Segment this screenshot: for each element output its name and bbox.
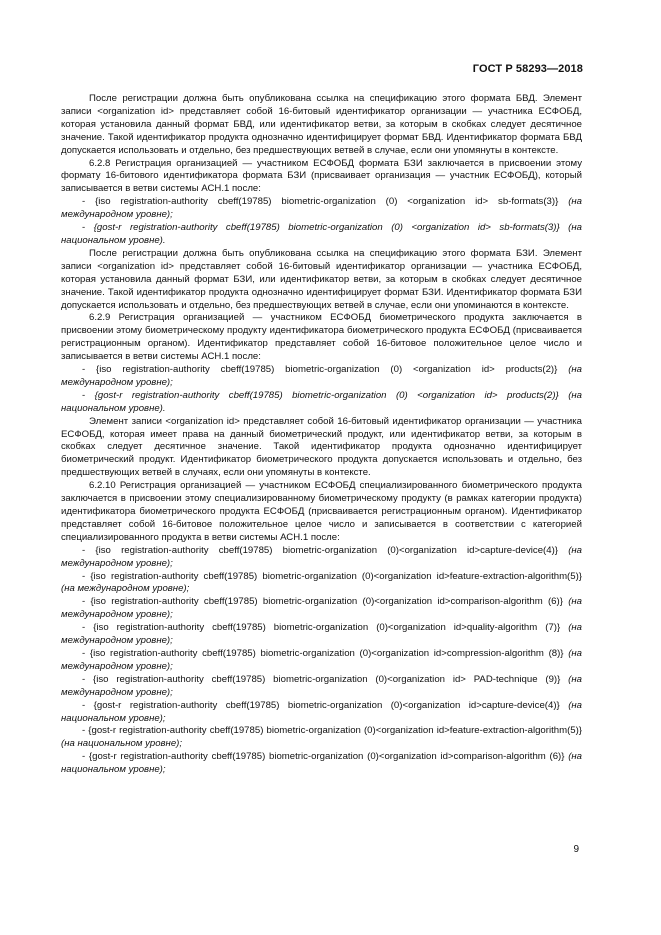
level-note: (на международном уровне);	[61, 544, 583, 569]
body-paragraph: 6.2.10 Регистрация организацией — участником ЕСФОБД специализированного биометрического продукта заключается в присвоении этому специализированному биометрическому продукту (в рамках категории продукта) идентификатора биометрического продукта ЕСФОБД (присваивается регистрационным органом). Идентификатор представляет собой 16-битовое положительное целое число и записывается в соответствии с категорией специализированного продукта в ветви системы АСН.1 после:	[61, 480, 582, 543]
oid-path: - {gost-r registration-authority cbeff(19785) biometric-organization (0)<organization id>feature-extraction-algorithm(5)}	[82, 725, 582, 737]
body-paragraph: После регистрации должна быть опубликована ссылка на спецификацию этого формата БЗИ. Элемент записи <organization id> представляет собой 16-битовый идентификатор организации — участника ЕСФОБД, которая установила данный формат БЗИ, или идентификатор ветви, за которым в скобках следует десятичное значение. Такой идентификатор продукта однозначно идентифицирует формат БЗИ. Идентификатор формата БЗИ допускается использовать и отдельно, без предшествующих ветвей в случае, если они упоминаются в контексте.	[61, 247, 582, 311]
separator	[558, 545, 568, 556]
oid-path: -	[82, 389, 95, 401]
level-note: (на международном уровне);	[61, 596, 583, 621]
level-note: (на международном уровне);	[61, 364, 583, 388]
oid-list-item	[61, 674, 582, 700]
separator	[560, 700, 568, 711]
body-paragraph: Элемент записи <organization id> представляет собой 16-битовый идентификатор организации — участника ЕСФОБД, которая имеет права на данный биометрический продукт, или идентификатор ветви, за которым в скобках следует десятичное значение. Такой идентификатор продукта однозначно идентифицирует биометрический продукт. Идентификатор биометрического продукта допускается использовать и отдельно, без предшествующих ветвей в случаях, если они упомянуты в контексте.	[61, 415, 582, 479]
oid-path: - {iso registration-authority cbeff(19785) biometric-organization (0) <organization id> products(2)}	[82, 364, 558, 376]
oid-list-item	[61, 390, 582, 416]
body-paragraph: После регистрации должна быть опубликована ссылка на спецификацию этого формата БВД. Элемент записи <organization id> представляет собой 16-битовый идентификатор организации — участника ЕСФОБД, которая установила данный формат БВД, или идентификатор ветви, за которым в скобках следует десятичное значение. Такой идентификатор продукта однозначно идентифицирует формат БВД. Идентификатор формата БВД допускается использовать и отдельно, без предшествующих ветвей в случае, если они упомянуты в контексте.	[61, 93, 582, 156]
oid-path: - {gost-r registration-authority cbeff(19785) biometric-organization (0)<organization id>capture-device(4)}	[82, 699, 560, 711]
oid-path: - {gost-r registration-authority cbeff(19785) biometric-organization (0)<organization id>comparison-algorithm (6)}	[82, 751, 565, 763]
separator	[558, 196, 568, 207]
document-body	[61, 93, 582, 777]
level-note: (на международном уровне);	[61, 673, 582, 698]
level-note: {gost-r registration-authority cbeff(19785) biometric-organization (0) <organization id> sb-formats(3)} (на национальном уровне).	[61, 222, 582, 246]
oid-path: - {iso registration-authority cbeff(19785) biometric-organization (0)<organization id>comparison-algorithm (6)}	[82, 596, 563, 608]
oid-list-item	[61, 700, 582, 726]
level-note: {gost-r registration-authority cbeff(19785) biometric-organization (0) <organization id> products(2)} (на национальном уровне).	[61, 389, 582, 414]
separator	[560, 674, 568, 685]
level-note: (на национальном уровне);	[61, 751, 582, 776]
separator	[560, 622, 568, 633]
oid-list-item	[61, 364, 582, 390]
oid-list-item	[61, 571, 582, 597]
oid-list-item	[61, 751, 582, 777]
oid-path: - {iso registration-authority cbeff(19785) biometric-organization (0) <organization id> sb-formats(3)}	[82, 196, 559, 208]
oid-path: - {iso registration-authority cbeff(19785) biometric-organization (0)<organization id>capture-device(4)}	[82, 544, 558, 556]
separator	[557, 364, 568, 375]
oid-list-item	[61, 196, 582, 222]
oid-path: - {iso registration-authority cbeff(19785) biometric-organization (0)<organization id>quality-algorithm (7)}	[82, 622, 561, 634]
body-paragraph: 6.2.9 Регистрация организацией — участником ЕСФОБД биометрического продукта заключается в присвоении этому биометрическому продукту идентификатора биометрического продукта ЕСФОБД (присваивается регистрационным органом). Идентификатор представляет собой 16-битовое положительное целое число и записывается в ветви системы АСН.1 после:	[61, 312, 582, 363]
oid-path: - {iso registration-authority cbeff(19785) biometric-organization (0)<organization id>compression-algorithm (8)}	[82, 647, 564, 659]
oid-path: - {iso registration-authority cbeff(19785) biometric-organization (0)<organization id> PAD-technique (9)}	[82, 673, 561, 685]
page-number: 9	[573, 844, 579, 855]
level-note: (на международном уровне);	[61, 583, 190, 595]
level-note: (на международном уровне);	[61, 622, 583, 647]
standard-designation: ГОСТ Р 58293—2018	[472, 63, 583, 75]
level-note: (на национальном уровне);	[61, 699, 582, 724]
level-note: (на национальном уровне);	[61, 738, 183, 750]
oid-list-item	[61, 725, 582, 751]
level-note: (на международном уровне);	[61, 647, 582, 672]
level-note: (на международном уровне);	[61, 196, 582, 221]
oid-list-item	[61, 545, 582, 571]
oid-list-item	[61, 648, 582, 674]
oid-path: -	[82, 222, 94, 234]
oid-list-item	[61, 622, 582, 648]
oid-path: - {iso registration-authority cbeff(19785) biometric-organization (0)<organization id>feature-extraction-algorithm(5)}	[82, 570, 582, 582]
oid-list-item	[61, 222, 582, 248]
oid-list-item	[61, 596, 582, 622]
body-paragraph: 6.2.8 Регистрация организацией — участником ЕСФОБД формата БЗИ заключается в присвоении этому формату 16-битового идентификатора формата БЗИ (присваивает организация — участник ЕСФОБД), который записывается в ветви системы АСН.1 после:	[61, 157, 582, 195]
